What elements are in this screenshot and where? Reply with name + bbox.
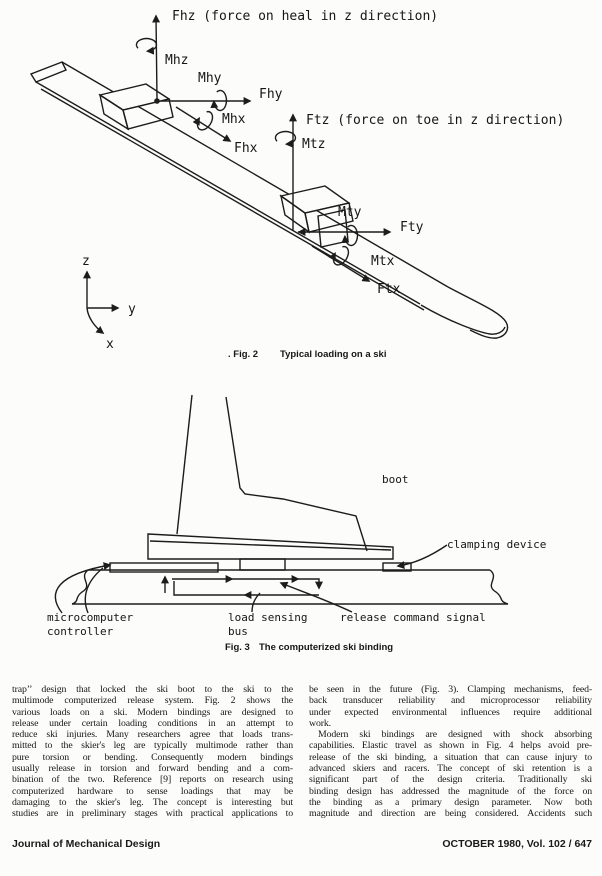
text-line: be seen in the future (Fig. 3). Clamping mechanisms, feed- [309, 684, 592, 695]
body-left-column [12, 684, 293, 820]
boot-outline [148, 395, 393, 559]
text-line: computerized hardware to sense loadings that may be [12, 785, 293, 797]
text-line: binding design has addressed the magnitude of the force on [309, 785, 592, 797]
text-line: bination of the two. Reference [9] reports on research using [12, 774, 293, 786]
label-mhz: Mhz [165, 53, 189, 68]
label-clamping-device: clamping device [447, 538, 547, 551]
label-axis-x: x [106, 337, 114, 352]
label-ftz: Ftz (force on toe in z direction) [306, 113, 565, 128]
text-line: usually release in torsion and forward bending and a com- [12, 763, 293, 775]
figure-2-caption-label: . Fig. 2 [228, 349, 259, 360]
load-sensing-signal-path [165, 577, 319, 595]
label-microcomputer: microcomputer [47, 611, 134, 624]
label-controller: controller [47, 625, 114, 638]
text-line: Modern ski bindings are designed with shock absorbing [318, 729, 592, 741]
text-line: significant part of the design criteria. Traditionally ski [309, 774, 592, 786]
text-line: the binding as a primary design parameter. Now both [309, 796, 592, 808]
rotation-arrow-mtx [330, 244, 351, 268]
figure-2-ski-loading-diagram [0, 0, 602, 372]
label-mty: Mty [338, 205, 362, 220]
text-line: mitted to the skier's leg are typically multimode rather than [12, 740, 293, 752]
text-line: damaging to the skier's leg. The concept is interesting but [12, 796, 293, 808]
text-line: work. [309, 717, 331, 729]
label-load-sensing: load sensing [228, 611, 308, 624]
rotation-arrow-mhz [136, 39, 156, 52]
label-ftx: Ftx [377, 282, 401, 297]
text-line: advanced skiers and racers. The concept of ski retention is a [309, 763, 592, 775]
text-line: multimode computerized release system. Fig. 2 shows the [12, 695, 293, 707]
label-fhx: Fhx [234, 141, 258, 156]
text-line: release of the ski binding, a situation that can cause injury to [309, 751, 592, 763]
footer-journal-title: Journal of Mechanical Design [12, 838, 161, 850]
label-boot: boot [382, 473, 409, 486]
footer-issue-info: OCTOBER 1980, Vol. 102 / 647 [442, 838, 592, 850]
text-line: under expected environmental influences require additional [309, 706, 592, 718]
label-fhy: Fhy [259, 87, 283, 102]
text-line: trap’’ design that locked the ski boot to the ski to the [12, 684, 293, 695]
text-line: studies are in preliminary stages with practical applications to [12, 808, 293, 820]
text-line: release under certain loading conditions in an attempt to [12, 717, 293, 729]
figure-3-caption-title: The computerized ski binding [259, 642, 394, 653]
label-mhy: Mhy [198, 71, 222, 86]
coordinate-axes [87, 272, 118, 333]
figure-3-ski-binding-diagram [0, 388, 602, 668]
text-line: capabilities. Elastic travel as shown in Fig. 4 helps avoid pre- [309, 740, 592, 752]
text-line: reduce ski injuries. Many researchers agree that loads trans- [12, 729, 293, 741]
label-mtx: Mtx [371, 254, 395, 269]
label-axis-y: y [128, 302, 136, 317]
label-release-command-signal: release command signal [340, 611, 486, 624]
label-mtz: Mtz [302, 137, 326, 152]
body-right-column [309, 684, 592, 820]
text-line: pure torsion or bending. Consequently modern bindings [12, 751, 293, 763]
text-line: magnitude and direction are being considered. Accidents such [309, 808, 592, 820]
text-line: back transducer reliability and microprocessor reliability [309, 695, 592, 707]
label-fhz: Fhz (force on heal in z direction) [172, 9, 439, 24]
figure-3-caption-label: Fig. 3 [225, 642, 250, 653]
text-line: various loads on a ski. Modern bindings are designed to [12, 706, 293, 718]
figure-2-caption-title: Typical loading on a ski [280, 349, 387, 360]
label-fty: Fty [400, 220, 424, 235]
label-mhx: Mhx [222, 112, 246, 127]
page-footer [12, 838, 592, 850]
rotation-arrow-mhx [194, 109, 215, 133]
label-axis-z: z [82, 254, 90, 269]
label-bus: bus [228, 625, 248, 638]
